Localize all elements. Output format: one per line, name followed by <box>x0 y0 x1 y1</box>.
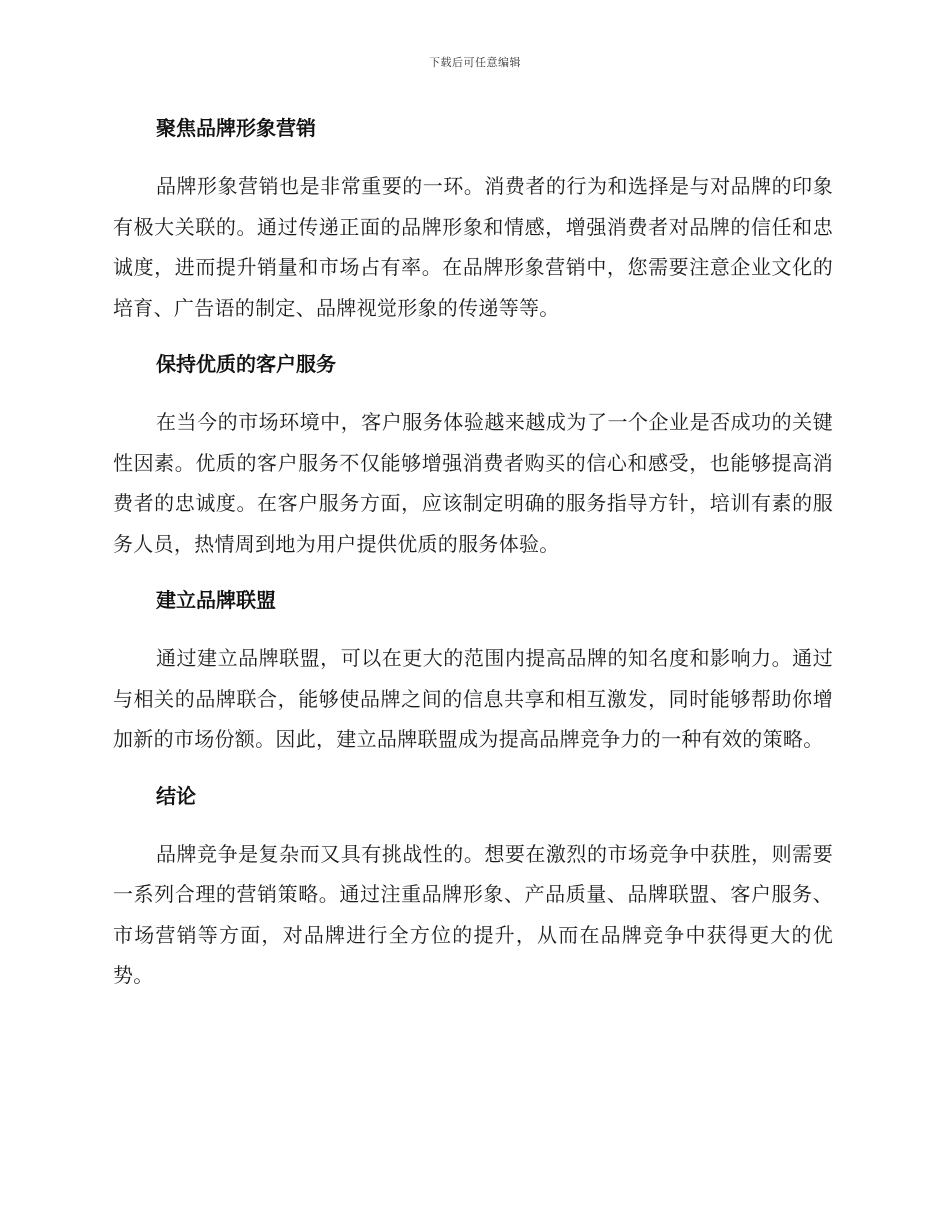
section-paragraph: 在当今的市场环境中，客户服务体验越来越成为了一个企业是否成功的关键性因素。优质的客户服务不仅能够增强消费者购买的信心和感受，也能够提高消费者的忠诚度。在客户服务方面，应该制定明确的服务指导方针，培训有素的服务人员，热情周到地为用户提供优质的服务体验。 <box>113 410 833 556</box>
section-conclusion <box>113 778 833 996</box>
section-brand-image-marketing <box>113 110 833 328</box>
section-heading: 聚焦品牌形象营销 <box>156 116 316 140</box>
section-paragraph: 品牌形象营销也是非常重要的一环。消费者的行为和选择是与对品牌的印象有极大关联的。通过传递正面的品牌形象和情感，增强消费者对品牌的信任和忠诚度，进而提升销量和市场占有率。在品牌形象营销中，您需要注意企业文化的培育、广告语的制定、品牌视觉形象的传递等等。 <box>113 174 833 320</box>
section-paragraph: 通过建立品牌联盟，可以在更大的范围内提高品牌的知名度和影响力。通过与相关的品牌联合，能够使品牌之间的信息共享和相互激发，同时能够帮助你增加新的市场份额。因此，建立品牌联盟成为提高品牌竞争力的一种有效的策略。 <box>113 646 833 751</box>
section-heading: 保持优质的客户服务 <box>156 352 336 376</box>
section-heading: 结论 <box>156 783 196 808</box>
document-body <box>113 110 833 1014</box>
section-heading: 建立品牌联盟 <box>156 588 276 612</box>
section-paragraph: 品牌竞争是复杂而又具有挑战性的。想要在激烈的市场竞争中获胜，则需要一系列合理的营销策略。通过注重品牌形象、产品质量、品牌联盟、客户服务、市场营销等方面，对品牌进行全方位的提升，从而在品牌竞争中获得更大的优势。 <box>113 841 833 987</box>
page-header: 下载后可任意编辑 <box>429 56 521 69</box>
section-customer-service <box>113 346 833 564</box>
section-brand-alliance <box>113 582 833 760</box>
